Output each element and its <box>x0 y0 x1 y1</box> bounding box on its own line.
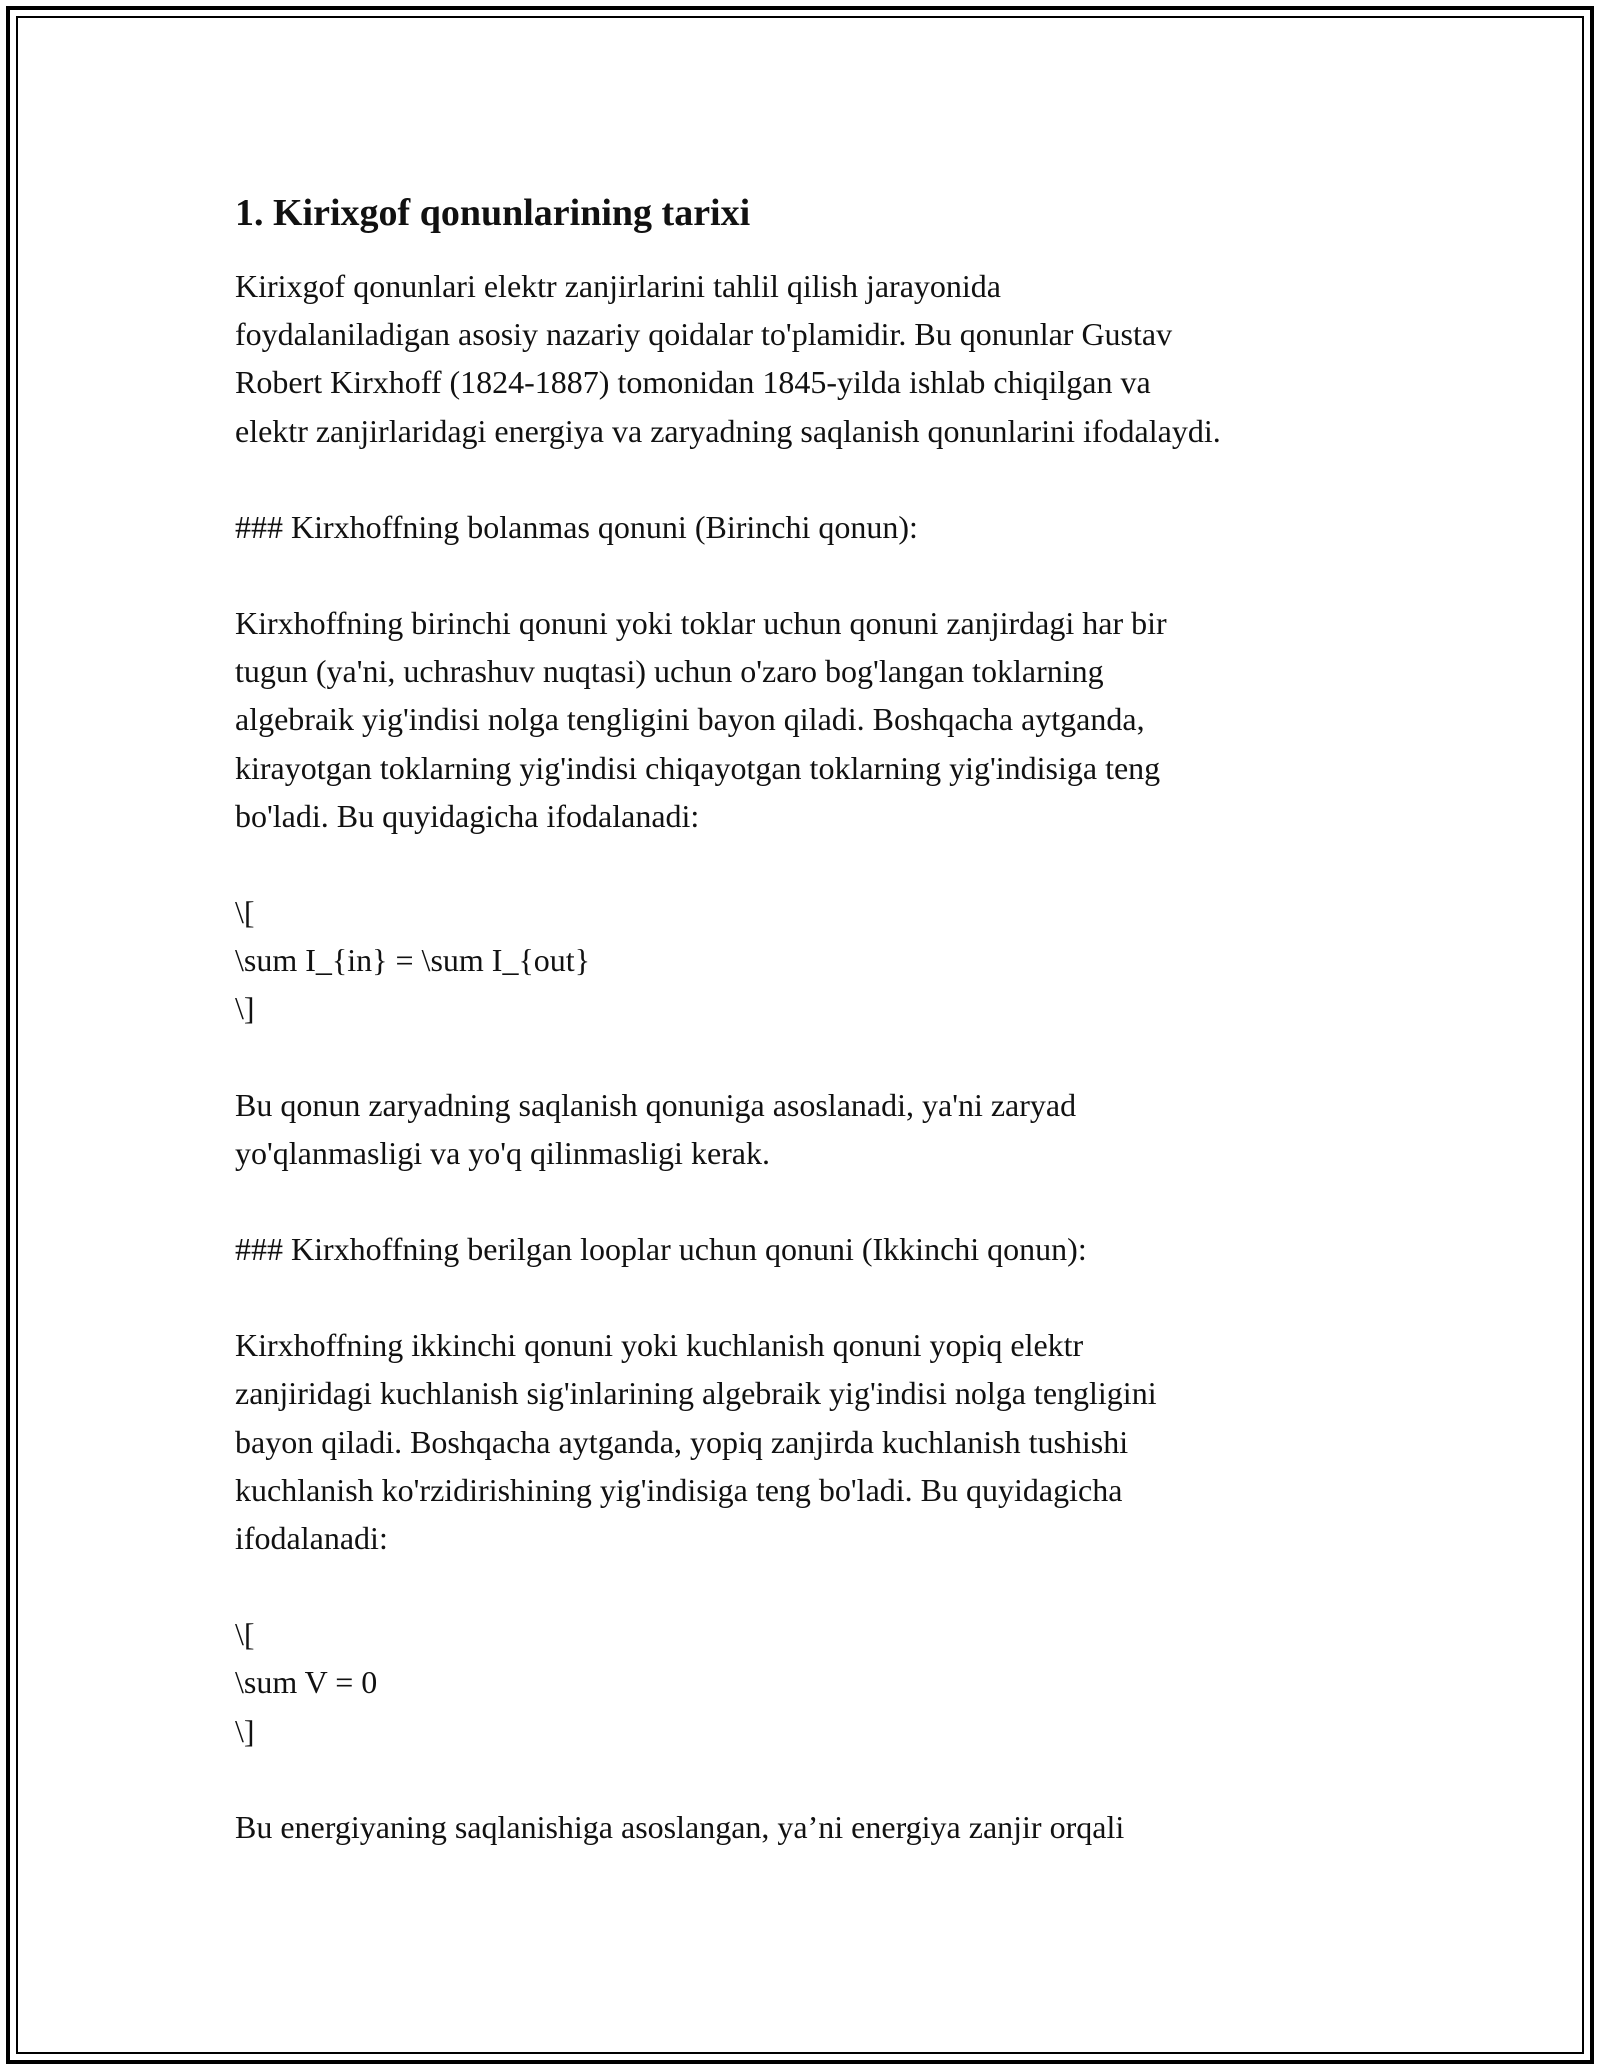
text-line: foydalaniladigan asosiy nazariy qoidalar to'plamidir. Bu qonunlar Gustav <box>235 316 1173 353</box>
paragraph-intro <box>235 262 1395 455</box>
document-title: 1. Kirixgof qonunlarining tarixi <box>235 192 751 234</box>
formula-line: \sum V = 0 <box>235 1664 378 1701</box>
text-line: ### Kirxhoffning bolanmas qonuni (Birinchi qonun): <box>235 508 918 545</box>
section-heading-second-law <box>235 1225 1395 1273</box>
text-line: bayon qiladi. Boshqacha aytganda, yopiq zanjirda kuchlanish tushishi <box>235 1423 1129 1460</box>
text-line: Kirxhoffning ikkinchi qonuni yoki kuchlanish qonuni yopiq elektr <box>235 1327 1084 1364</box>
text-line: Bu qonun zaryadning saqlanish qonuniga asoslanadi, ya'ni zaryad <box>235 1086 1077 1123</box>
text-line: algebraik yig'indisi nolga tengligini bayon qiladi. Boshqacha aytganda, <box>235 701 1145 738</box>
text-line: ### Kirxhoffning berilgan looplar uchun qonuni (Ikkinchi qonun): <box>235 1231 1087 1268</box>
text-line: Kirixgof qonunlari elektr zanjirlarini tahlil qilish jarayonida <box>235 268 1001 304</box>
text-line: kuchlanish ko'rzidirishining yig'indisiga teng bo'ladi. Bu quyidagicha <box>235 1471 1123 1508</box>
text-line: ifodalanadi: <box>235 1520 388 1557</box>
text-line: elektr zanjirlaridagi energiya va zaryadning saqlanish qonunlarini ifodalaydi. <box>235 412 1221 449</box>
text-line: zanjiridagi kuchlanish sig'inlarining algebraik yig'indisi nolga tengligini <box>235 1375 1157 1412</box>
text-line: Robert Kirxhoff (1824-1887) tomonidan 1845-yilda ishlab chiqilgan va <box>235 364 1151 401</box>
formula-first-law <box>235 888 1395 1033</box>
text-line: Kirxhoffning birinchi qonuni yoki toklar uchun qonuni zanjirdagi har bir <box>235 605 1167 642</box>
formula-second-law <box>235 1610 1395 1755</box>
text-line: yo'qlanmasligi va yo'q qilinmasligi kerak. <box>235 1134 770 1171</box>
formula-line: \[ <box>235 1616 255 1653</box>
paragraph-first-law <box>235 599 1395 840</box>
section-heading-first-law <box>235 503 1395 551</box>
text-line: kirayotgan toklarning yig'indisi chiqayotgan toklarning yig'indisiga teng <box>235 749 1161 786</box>
formula-line: \[ <box>235 894 255 931</box>
formula-line: \] <box>235 1712 255 1749</box>
text-line: tugun (ya'ni, uchrashuv nuqtasi) uchun o'zaro bog'langan toklarning <box>235 653 1104 690</box>
text-line: bo'ladi. Bu quyidagicha ifodalanadi: <box>235 797 700 834</box>
paragraph-energy-conservation <box>235 1803 1395 1851</box>
paragraph-second-law <box>235 1321 1395 1562</box>
formula-line: \sum I_{in} = \sum I_{out} <box>235 942 591 979</box>
document-body <box>235 186 1395 1899</box>
text-line: Bu energiyaning saqlanishiga asoslangan, ya’ni energiya zanjir orqali <box>235 1808 1125 1845</box>
formula-line: \] <box>235 990 255 1027</box>
paragraph-charge-conservation <box>235 1081 1395 1177</box>
